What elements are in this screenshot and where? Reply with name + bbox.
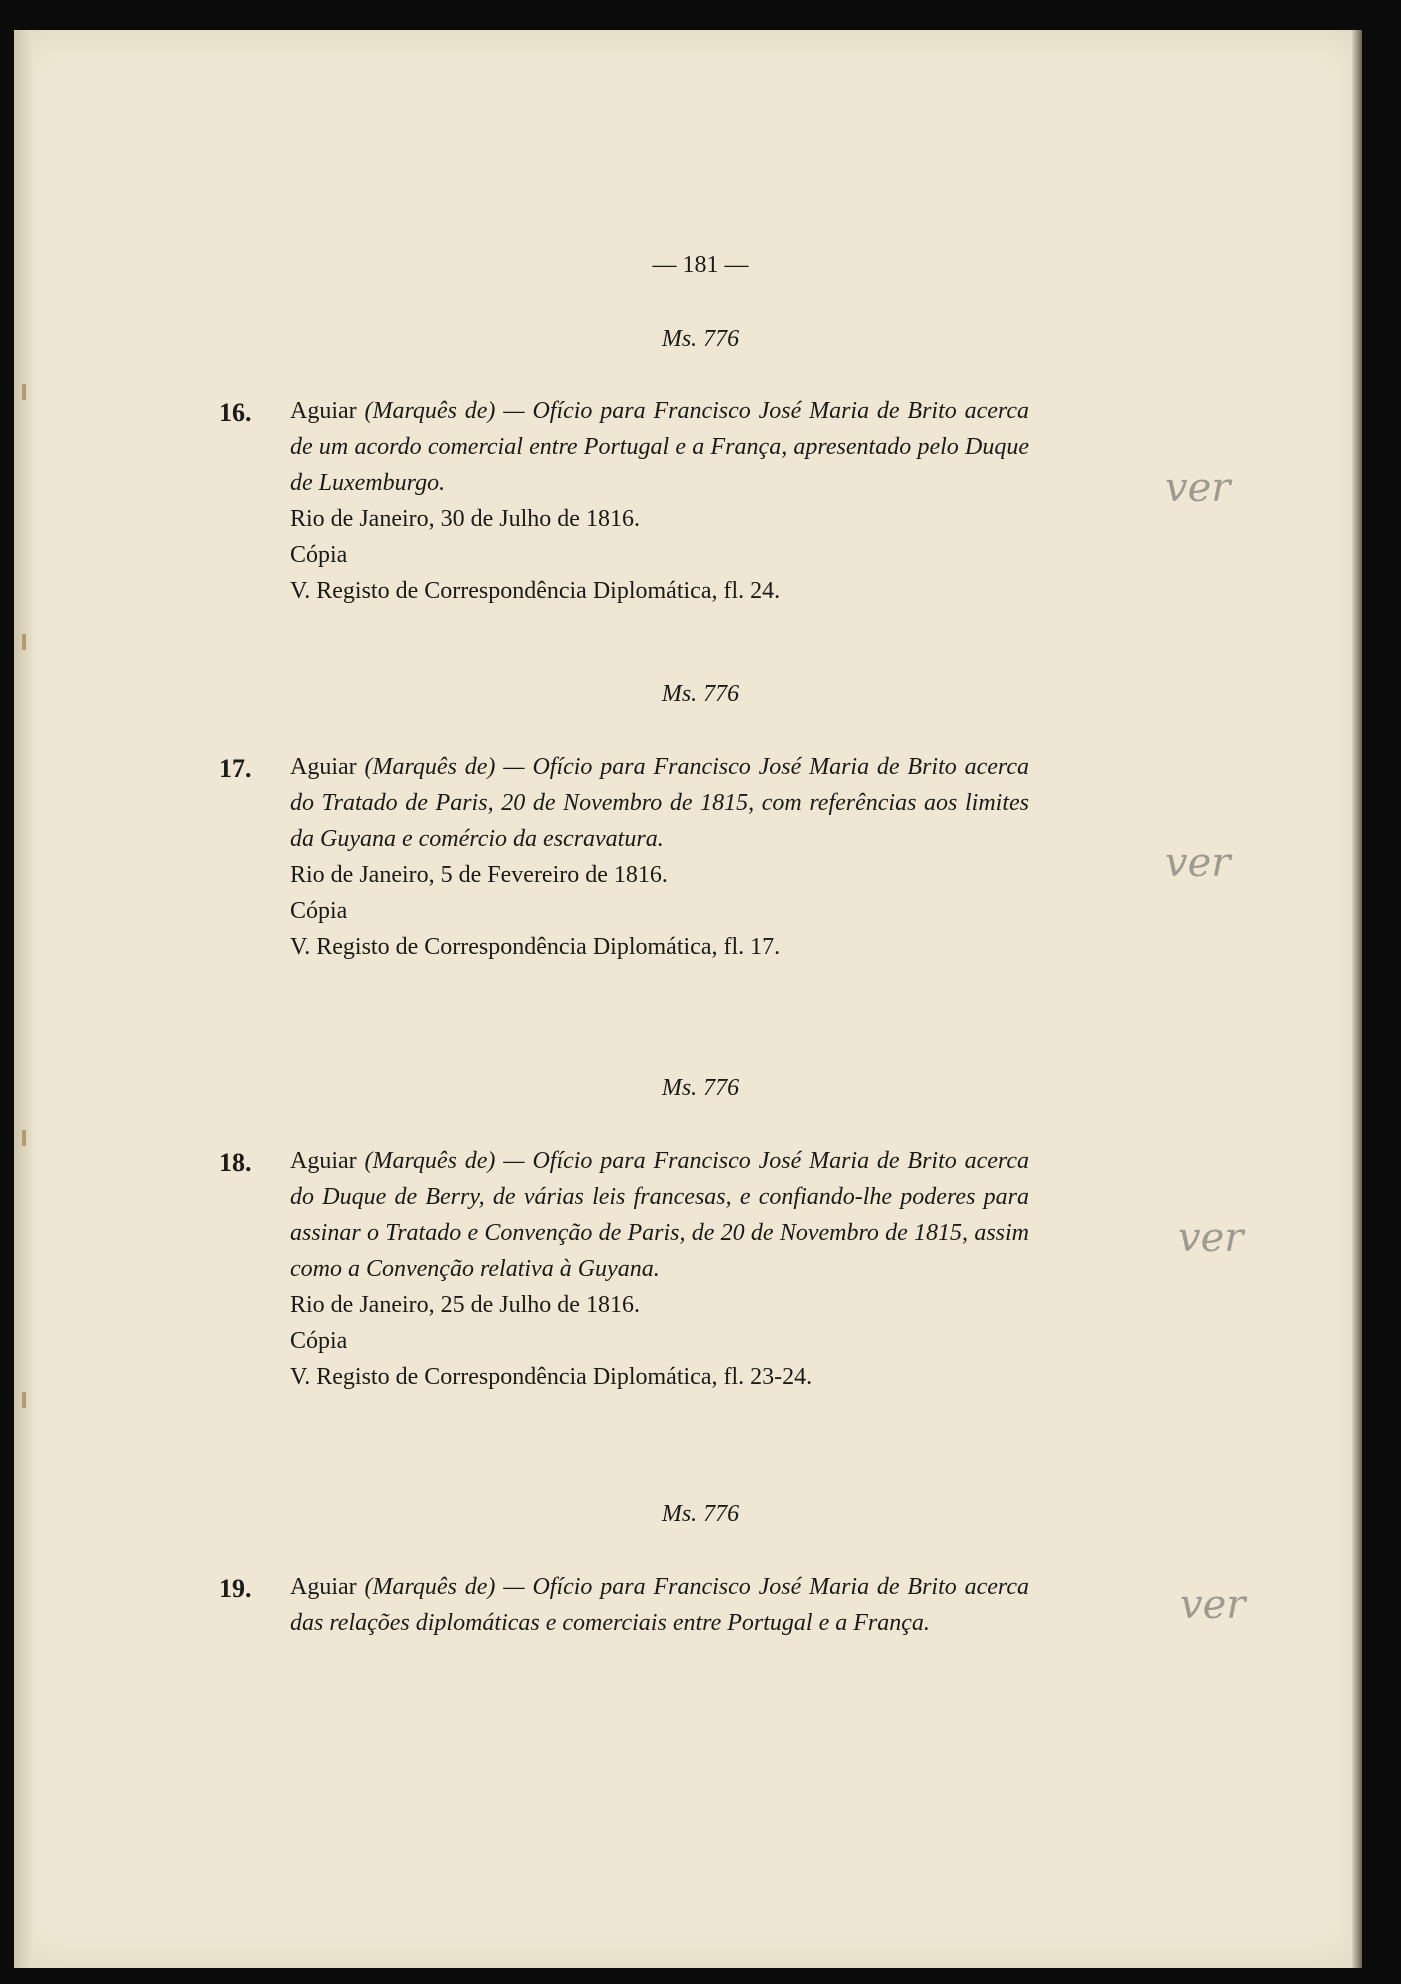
entry-type: Cópia [290,1328,348,1354]
margin-annotation: ver [1165,840,1231,886]
entry-author: Aguiar [290,1148,357,1174]
entry-reference: V. Registo de Correspondência Diplomática, fl. 17. [290,934,781,960]
ms-label: Ms. 776 [661,326,740,352]
catalog-entry-19 [219,1569,1029,1641]
catalog-entry-17 [219,749,1029,965]
document-page [14,30,1362,1968]
page-spine [14,30,32,1968]
entry-place-date: Rio de Janeiro, 25 de Julho de 1816. [290,1292,640,1318]
page-number: — 181 — [652,252,749,278]
entry-reference: V. Registo de Correspondência Diplomática, fl. 24. [290,578,781,604]
binding-mark [22,384,26,400]
page-edge [1352,30,1362,1968]
entry-author: Aguiar [290,398,357,424]
entry-title-text: — Ofício para Francisco José Maria de Brito acerca das relações diplomáticas e comerciais entre Portugal e a França. [290,1574,1030,1636]
entry-author-role: (Marquês de) [364,398,496,424]
binding-mark [22,1130,26,1146]
entry-title [290,749,1029,857]
entry-place-date: Rio de Janeiro, 30 de Julho de 1816. [290,506,640,532]
entry-title-text: — Ofício para Francisco José Maria de Brito acerca de um acordo comercial entre Portugal e a França, apresentado pelo Duque de Luxemburgo. [290,398,1030,496]
entry-title-text: — Ofício para Francisco José Maria de Brito acerca do Tratado de Paris, 20 de Novembro de 1815, com referências aos limites da Guyana e comércio da escravatura. [290,754,1030,852]
entry-type: Cópia [290,542,348,568]
ms-label: Ms. 776 [661,1501,740,1527]
entry-type: Cópia [290,898,348,924]
ms-label: Ms. 776 [661,681,740,707]
entry-author-role: (Marquês de) [364,1148,496,1174]
ms-label: Ms. 776 [661,1075,740,1101]
entry-title [290,393,1029,501]
entry-author-role: (Marquês de) [364,1574,496,1600]
catalog-entry-18 [219,1143,1029,1395]
entry-title-text: — Ofício para Francisco José Maria de Brito acerca do Duque de Berry, de várias leis francesas, e confiando-lhe poderes para assinar o Tratado e Convenção de Paris, de 20 de Novembro de 1815, assim como a Convenção relativa à Guyana. [290,1148,1030,1282]
entry-reference: V. Registo de Correspondência Diplomática, fl. 23-24. [290,1364,813,1390]
entry-place-date: Rio de Janeiro, 5 de Fevereiro de 1816. [290,862,668,888]
margin-annotation: ver [1178,1215,1244,1261]
catalog-entry-16 [219,393,1029,609]
entry-number: 16. [219,398,252,427]
margin-annotation: ver [1165,465,1231,511]
binding-mark [22,1392,26,1408]
entry-title [290,1143,1029,1287]
margin-annotation: ver [1180,1582,1246,1628]
entry-number: 17. [219,754,252,783]
entry-title [290,1569,1029,1641]
entry-author: Aguiar [290,754,357,780]
entry-number: 19. [219,1574,252,1603]
entry-number: 18. [219,1148,252,1177]
binding-mark [22,634,26,650]
entry-author-role: (Marquês de) [364,754,496,780]
entry-author: Aguiar [290,1574,357,1600]
